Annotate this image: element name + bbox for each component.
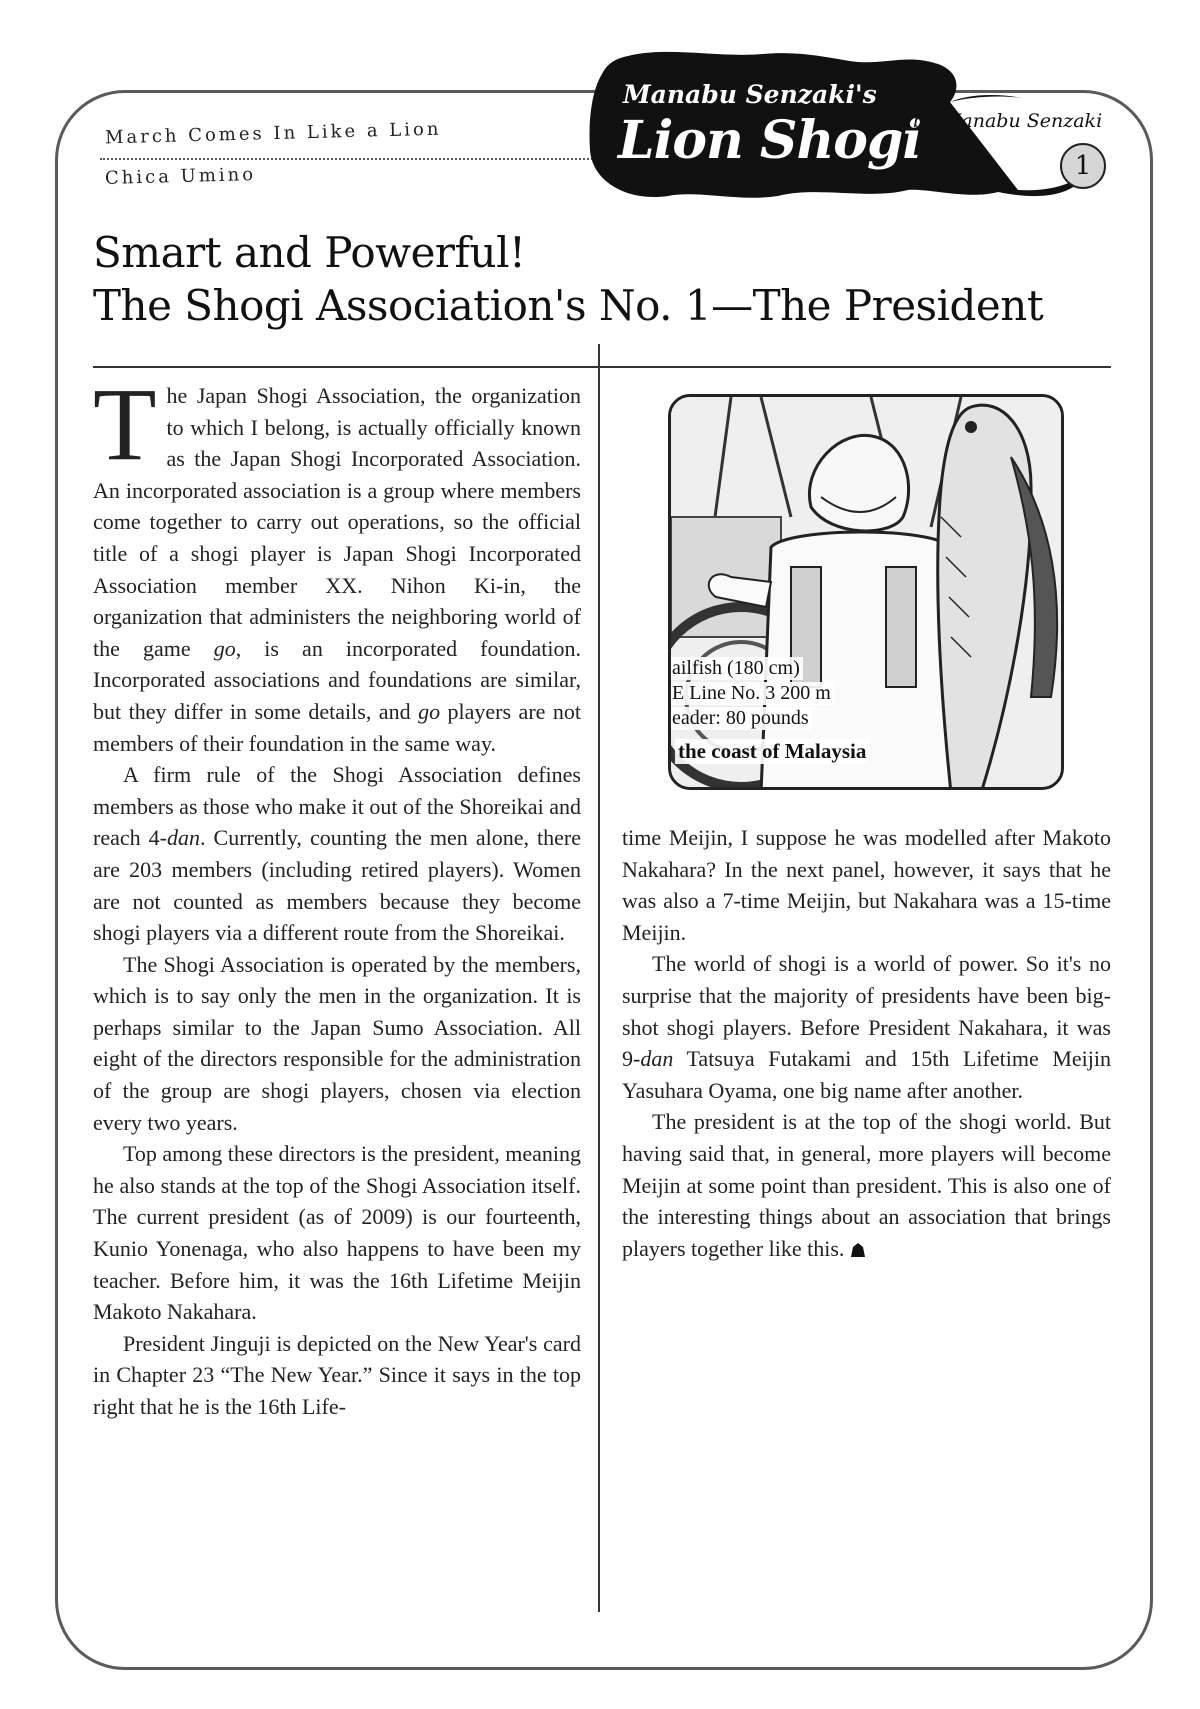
- article-headline: [93, 226, 1113, 332]
- drop-cap: T: [93, 367, 157, 482]
- paragraph-text: The world of shogi is a world of power. So it's no surprise that the majority of presidents have been big-shot shogi players. Before President Nakahara, it was 9-: [622, 951, 1111, 1072]
- paragraph: time Meijin, I suppose he was modelled after Makoto Nakahara? In the next panel, however, it says that he was also a 7-time Meijin, but Nakahara was a 15-time Meijin.: [622, 825, 1111, 945]
- panel-caption-line: the coast of Malaysia: [675, 739, 869, 764]
- paragraph-text: A firm rule of the Shogi Association defines members as those who make it out of the Shoreikai and reach 4-: [93, 762, 581, 851]
- paragraph-text: . Currently, counting the men alone, there are 203 members (including retired players). Women are not counted as members because they become shogi players via a different route from the Shoreikai.: [93, 825, 581, 946]
- italic-term: go: [418, 698, 441, 724]
- paragraph-text: Tatsuya Futakami and 15th Lifetime Meijin Yasuhara Oyama, one big name after another.: [622, 1046, 1111, 1103]
- column-name-line1: Manabu Senzaki's: [623, 80, 877, 109]
- italic-term: dan: [167, 825, 200, 851]
- paragraph: [622, 948, 1111, 1106]
- paragraph: [93, 367, 581, 759]
- headline-line1: Smart and Powerful!: [93, 228, 526, 277]
- series-author: Chica Umino: [104, 164, 257, 189]
- paragraph: Top among these directors is the president, meaning he also stands at the top of the Shogi Association itself. The current president (as of 2009) is our fourteenth, Kunio Yonenaga, who also happens to have been my teacher. Before him, it was the 16th Lifetime Meijin Makoto Nakahara.: [93, 1141, 581, 1325]
- headline-line2: The Shogi Association's No. 1—The President: [93, 281, 1044, 330]
- italic-term: go: [213, 635, 236, 661]
- series-title: March Comes In Like a Lion: [104, 118, 442, 149]
- article-right-column: [622, 822, 1111, 1264]
- fisherman-with-sailfish-illustration: [671, 397, 1064, 790]
- panel-caption-line: eader: 80 pounds: [669, 707, 812, 730]
- paragraph: President Jinguji is depicted on the New Year's card in Chapter 23 “The New Year.” Since it says in the top right that he is the 16th Life-: [93, 1330, 581, 1419]
- paragraph: [622, 1106, 1111, 1264]
- column-name-line2: Lion Shogi: [618, 110, 922, 171]
- horizontal-rule-left: [93, 366, 598, 368]
- italic-term: dan: [640, 1046, 674, 1072]
- panel-caption-line: ailfish (180 cm): [669, 657, 803, 680]
- manga-panel-image: [668, 394, 1064, 790]
- dotted-divider: [100, 158, 600, 160]
- paragraph: The Shogi Association is operated by the members, which is to say only the men in the organization. It is perhaps similar to the Japan Sumo Association. All eight of the directors responsible for the administration of the group are shogi players, chosen via election every two years.: [93, 951, 581, 1135]
- shogi-piece-end-icon: [850, 1242, 866, 1258]
- paragraph-text: he Japan Shogi Association, the organization to which I belong, is actually officially known as the Japan Shogi Incorporated Association. An incorporated association is a group where members come together to carry out operations, so the official title of a shogi player is Japan Shogi Incorporated Association member XX. Nihon Ki-in, the organization that administers the neighboring world of the game: [93, 383, 581, 661]
- article-left-column: [93, 367, 581, 1423]
- paragraph-text: The president is at the top of the shogi world. But having said that, in general, more players will become Meijin at some point than president. This is also one of the interesting things about an association that brings players together like this.: [622, 1109, 1111, 1261]
- issue-number-badge: 1: [1060, 143, 1106, 189]
- panel-caption-line: E Line No. 3 200 m: [669, 682, 834, 705]
- column-divider: [598, 344, 600, 1612]
- paragraph-text: , is an incorporated foundation. Incorporated associations and foundations are similar, but they differ in some details, and: [93, 635, 581, 724]
- paragraph-text: players are not members of their foundation in the same way.: [93, 698, 581, 756]
- horizontal-rule-right: [598, 366, 1111, 368]
- paragraph: [93, 759, 581, 949]
- column-banner: [588, 50, 1115, 200]
- column-byline: by Manabu Senzaki: [913, 110, 1103, 132]
